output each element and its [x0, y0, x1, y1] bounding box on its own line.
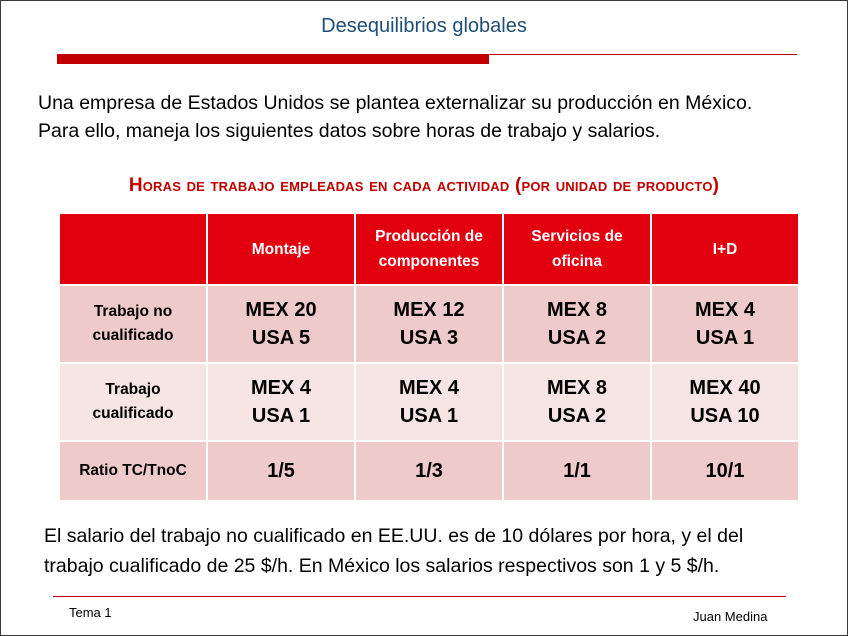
table-title: Horas de trabajo empleadas en cada actividad (por unidad de producto) — [128, 175, 720, 196]
header-servicios — [503, 213, 651, 285]
header-produccion-line-2: componentes — [378, 253, 480, 270]
footer-topic: Tema 1 — [69, 605, 112, 620]
cell-mex: MEX 8 — [546, 377, 608, 399]
cell-nc-produccion — [355, 285, 503, 363]
footer-author: Juan Medina — [693, 609, 768, 624]
footer-divider — [53, 596, 786, 597]
cell-mex: MEX 20 — [245, 299, 317, 321]
cell-ratio-montaje: 1/5 — [207, 441, 355, 501]
cell-usa: USA 5 — [251, 327, 311, 349]
cell-usa: USA 1 — [399, 405, 459, 427]
cell-c-montaje — [207, 363, 355, 441]
row-label-no-cualificado — [59, 285, 207, 363]
table-row-trabajo-cualificado — [59, 363, 799, 441]
cell-ratio-produccion: 1/3 — [355, 441, 503, 501]
cell-ratio-id: 10/1 — [651, 441, 799, 501]
header-id — [651, 213, 799, 285]
cell-ratio-servicios: 1/1 — [503, 441, 651, 501]
header-id-label: I+D — [712, 240, 738, 258]
cell-mex: MEX 8 — [546, 299, 608, 321]
cell-mex: MEX 4 — [694, 299, 756, 321]
intro-text — [38, 89, 838, 145]
table-row-trabajo-no-cualificado — [59, 285, 799, 363]
cell-mex: MEX 12 — [393, 299, 465, 321]
cell-c-produccion — [355, 363, 503, 441]
header-montaje-label: Montaje — [251, 240, 311, 258]
cell-c-servicios — [503, 363, 651, 441]
outro-line-1: El salario del trabajo no cualificado en EE.UU. es de 10 dólares por hora, y el del — [44, 525, 744, 547]
cell-usa: USA 2 — [547, 327, 607, 349]
outro-line-2: trabajo cualificado de 25 $/h. En México los salarios respectivos son 1 y 5 $/h. — [44, 555, 720, 577]
row-label-line-1: Trabajo — [105, 381, 161, 398]
table-header-row — [59, 213, 799, 285]
cell-c-id — [651, 363, 799, 441]
row-label-line-1: Trabajo no — [93, 303, 173, 320]
cell-mex: MEX 4 — [250, 377, 312, 399]
hours-table — [58, 212, 800, 502]
cell-nc-id — [651, 285, 799, 363]
header-produccion-line-1: Producción de — [375, 228, 483, 245]
cell-usa: USA 1 — [251, 405, 311, 427]
cell-usa: USA 1 — [695, 327, 755, 349]
cell-nc-montaje — [207, 285, 355, 363]
header-produccion — [355, 213, 503, 285]
header-servicios-line-2: oficina — [552, 253, 602, 270]
intro-line-1: Una empresa de Estados Unidos se plantea externalizar su producción en México. — [38, 92, 753, 114]
row-label-line-2: cualificado — [92, 405, 174, 422]
header-empty — [59, 213, 207, 285]
row-label-ratio: Ratio TC/TnoC — [59, 441, 207, 501]
header-montaje — [207, 213, 355, 285]
outro-text — [44, 521, 844, 581]
intro-line-2: Para ello, maneja los siguientes datos sobre horas de trabajo y salarios. — [38, 120, 661, 142]
cell-mex: MEX 4 — [398, 377, 460, 399]
table-row-ratio — [59, 441, 799, 501]
cell-usa: USA 10 — [690, 405, 760, 427]
row-label-cualificado — [59, 363, 207, 441]
row-label-line-2: cualificado — [92, 327, 174, 344]
slide-title: Desequilibrios globales — [321, 15, 527, 37]
cell-usa: USA 2 — [547, 405, 607, 427]
cell-nc-servicios — [503, 285, 651, 363]
cell-mex: MEX 40 — [689, 377, 761, 399]
cell-usa: USA 3 — [399, 327, 459, 349]
header-servicios-line-1: Servicios de — [531, 228, 623, 245]
title-accent-bar — [57, 55, 489, 64]
